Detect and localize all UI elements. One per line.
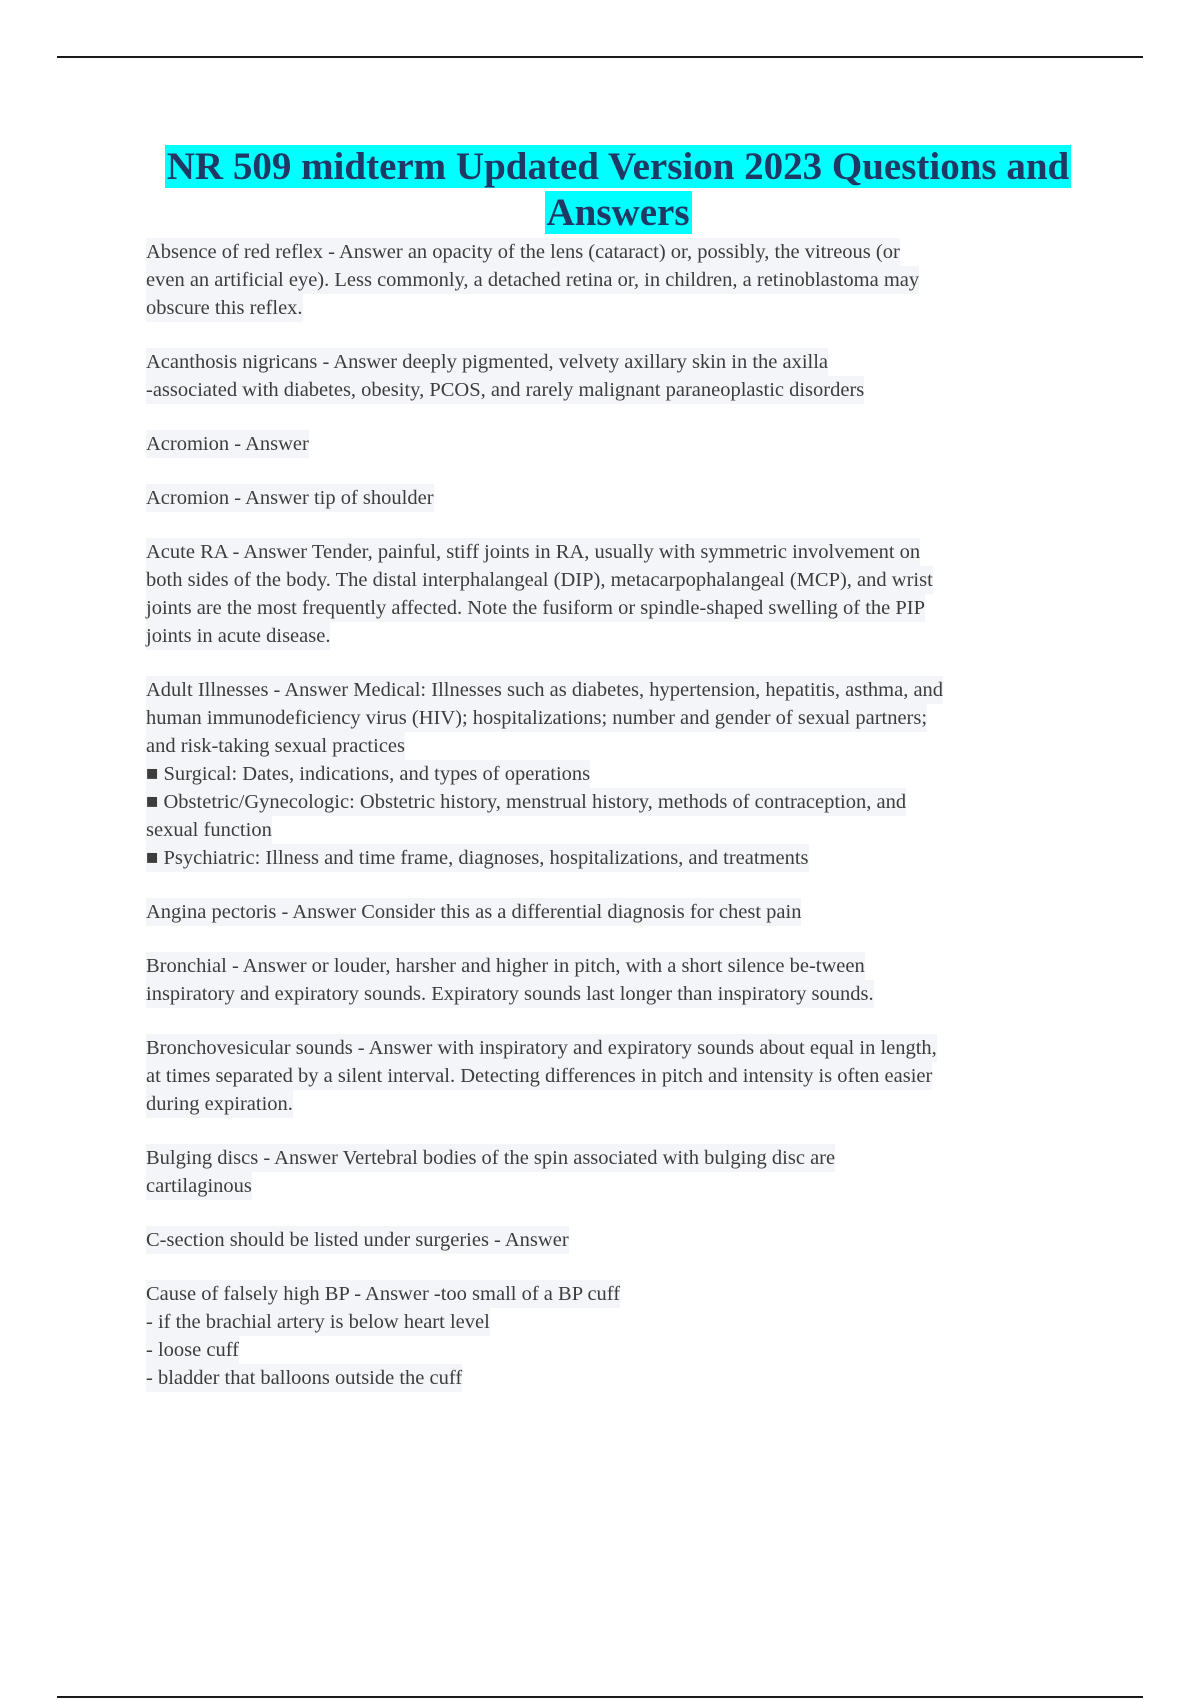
qa-entry-line: sexual function <box>146 816 272 844</box>
title-line-1: NR 509 midterm Updated Version 2023 Questions and <box>166 145 1070 188</box>
qa-entry-line: Acute RA - Answer Tender, painful, stiff joints in RA, usually with symmetric involvement on <box>146 538 920 566</box>
qa-entry <box>146 1280 1096 1392</box>
qa-entry-line: human immunodeficiency virus (HIV); hospitalizations; number and gender of sexual partners; <box>146 704 927 732</box>
qa-entry-line: inspiratory and expiratory sounds. Expiratory sounds last longer than inspiratory sounds. <box>146 980 874 1008</box>
qa-entry-line: - if the brachial artery is below heart level <box>146 1308 490 1336</box>
qa-entry-line: even an artificial eye). Less commonly, a detached retina or, in children, a retinoblastoma may <box>146 266 919 294</box>
qa-entry-line: both sides of the body. The distal interphalangeal (DIP), metacarpophalangeal (MCP), and wrist <box>146 566 933 594</box>
qa-entry-line: Acromion - Answer <box>146 430 309 458</box>
qa-list <box>146 238 1096 1418</box>
qa-entry <box>146 484 1096 512</box>
top-rule <box>57 56 1143 58</box>
qa-entry <box>146 430 1096 458</box>
qa-entry-line: ■ Surgical: Dates, indications, and types of operations <box>146 760 590 788</box>
qa-entry <box>146 538 1096 650</box>
document-title <box>140 144 1096 236</box>
qa-entry-line: joints are the most frequently affected. Note the fusiform or spindle-shaped swelling of the PIP <box>146 594 925 622</box>
qa-entry-line: - bladder that balloons outside the cuff <box>146 1364 462 1392</box>
bottom-rule <box>57 1696 1143 1698</box>
qa-entry-line: Absence of red reflex - Answer an opacity of the lens (cataract) or, possibly, the vitreous (or <box>146 238 900 266</box>
qa-entry-line: during expiration. <box>146 1090 293 1118</box>
qa-entry-line: C-section should be listed under surgeries - Answer <box>146 1226 569 1254</box>
qa-entry <box>146 1144 1096 1200</box>
qa-entry-line: Cause of falsely high BP - Answer -too small of a BP cuff <box>146 1280 620 1308</box>
qa-entry-line: Bulging discs - Answer Vertebral bodies of the spin associated with bulging disc are <box>146 1144 835 1172</box>
qa-entry-line: at times separated by a silent interval. Detecting differences in pitch and intensity is often easier <box>146 1062 932 1090</box>
qa-entry <box>146 898 1096 926</box>
qa-entry <box>146 1034 1096 1118</box>
qa-entry <box>146 676 1096 872</box>
qa-entry-line: - loose cuff <box>146 1336 239 1364</box>
qa-entry-line: ■ Psychiatric: Illness and time frame, diagnoses, hospitalizations, and treatments <box>146 844 809 872</box>
qa-entry-line: ■ Obstetric/Gynecologic: Obstetric history, menstrual history, methods of contraception, and <box>146 788 906 816</box>
qa-entry <box>146 238 1096 322</box>
qa-entry-line: Acanthosis nigricans - Answer deeply pigmented, velvety axillary skin in the axilla <box>146 348 828 376</box>
title-line-2: Answers <box>546 191 690 234</box>
qa-entry-line: Bronchial - Answer or louder, harsher and higher in pitch, with a short silence be-tween <box>146 952 865 980</box>
qa-entry-line: Adult Illnesses - Answer Medical: Illnesses such as diabetes, hypertension, hepatitis, asthma, and <box>146 676 943 704</box>
qa-entry-line: Acromion - Answer tip of shoulder <box>146 484 434 512</box>
qa-entry-line: joints in acute disease. <box>146 622 330 650</box>
qa-entry <box>146 952 1096 1008</box>
qa-entry-line: and risk-taking sexual practices <box>146 732 405 760</box>
qa-entry <box>146 348 1096 404</box>
qa-entry-line: obscure this reflex. <box>146 294 303 322</box>
qa-entry-line: Angina pectoris - Answer Consider this as a differential diagnosis for chest pain <box>146 898 801 926</box>
qa-entry-line: cartilaginous <box>146 1172 252 1200</box>
qa-entry-line: Bronchovesicular sounds - Answer with inspiratory and expiratory sounds about equal in length, <box>146 1034 937 1062</box>
qa-entry-line: -associated with diabetes, obesity, PCOS, and rarely malignant paraneoplastic disorders <box>146 376 864 404</box>
qa-entry <box>146 1226 1096 1254</box>
